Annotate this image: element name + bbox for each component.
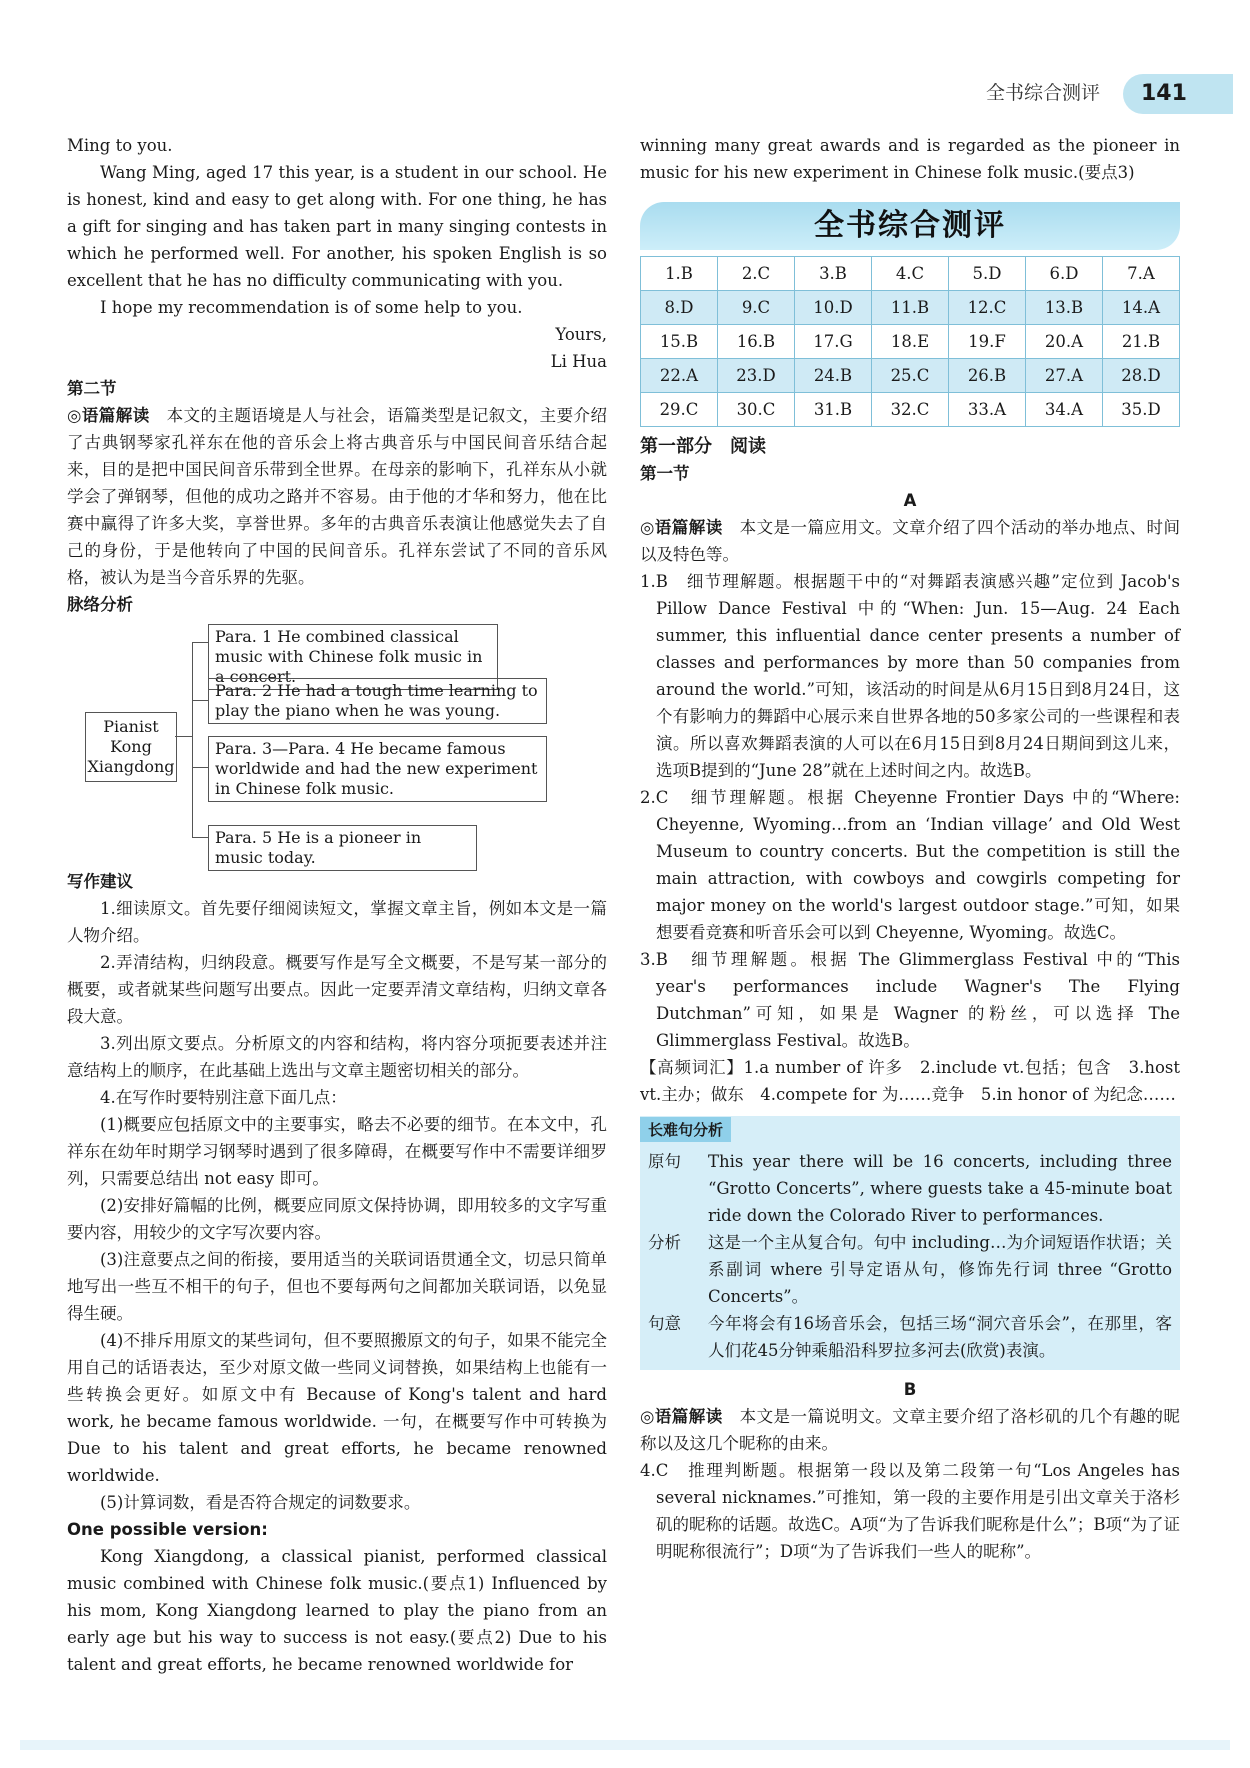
tip-1: 1.细读原文。首先要仔细阅读短文，掌握文章主旨，例如本文是一篇人物介绍。	[67, 899, 607, 945]
discourse-label-b: ◎语篇解读	[640, 1407, 723, 1426]
passage-b-label: B	[903, 1380, 917, 1399]
answer-1: 1.B 细节理解题。根据题干中的“对舞蹈表演感兴趣”定位到 Jacob's Pillow Dance Festival 中的“When: Jun. 15—Aug. 24 Each summer, this influential dance center presents a number of classes and performances by more than 50 companies from around the world.”可知，该活动的时间是从6月15日到8月24日，这个有影响力的舞蹈中心展示来自世界各地的50多家公司的一些课程和表演。所以喜欢舞蹈表演的人可以在6月15日到8月24日期间到这儿来，选项B提到的“June 28”就在上述时间之内。故选B。	[640, 572, 1180, 780]
discourse-text: 本文的主题语境是人与社会，语篇类型是记叙文，主要介绍了古典钢琴家孔祥东在他的音乐会上将古典音乐与中国民间音乐结合起来，目的是把中国民间音乐带到全世界。在母亲的影响下，孔祥东从小就学会了弹钢琴，但他的成功之路并不容易。由于他的才华和努力，他在比赛中赢得了许多大奖，享誉世界。多年的古典音乐表演让他感觉失去了自己的身份，于是他转向了中国的民间音乐。孔祥东尝试了不同的音乐风格，被认为是当今音乐界的先驱。	[67, 406, 608, 587]
answer-cell: 14.A	[1103, 291, 1180, 325]
answer-cell: 11.B	[872, 291, 949, 325]
answer-cell: 19.F	[949, 325, 1026, 359]
long-sentence-box	[640, 1116, 1180, 1370]
tip-4-3: (3)注意要点之间的衔接，要用适当的关联词语贯通全文，切忌只简单地写出一些互不相干的句子，但也不要每两句之间都加关联词语，以免显得生硬。	[67, 1250, 607, 1323]
passage-a-label: A	[903, 491, 917, 510]
test-banner: 全书综合测评	[640, 202, 1180, 250]
answer-cell: 34.A	[1026, 393, 1103, 427]
answer-cell: 21.B	[1103, 325, 1180, 359]
tip-3: 3.列出原文要点。分析原文的内容和结构，将内容分项扼要表述并注意结构上的顺序，在此基础上选出与文章主题密切相关的部分。	[67, 1034, 607, 1080]
map-para-2: Para. 2 He had a tough time learning to play the piano when he was young.	[208, 678, 547, 724]
answer-cell: 5.D	[949, 257, 1026, 291]
tip-4-5: (5)计算词数，看是否符合规定的词数要求。	[100, 1493, 421, 1512]
answer-cell: 4.C	[872, 257, 949, 291]
letter-line: Ming to you.	[67, 136, 173, 155]
box-original: This year there will be 16 concerts, including three “Grotto Concerts”, where guests take a 45-minute boat ride down the Colorado River to performances.	[708, 1152, 1172, 1225]
possible-version-label: One possible version:	[67, 1520, 268, 1539]
answer-cell: 6.D	[1026, 257, 1103, 291]
discourse-text-a: 本文是一篇应用文。文章介绍了四个活动的举办地点、时间以及特色等。	[640, 518, 1181, 564]
answer-cell: 35.D	[1103, 393, 1180, 427]
possible-version-text: Kong Xiangdong, a classical pianist, performed classical music combined with Chinese folk music.(要点1) Influenced by his mom, Kong Xiangdong learned to play the piano from an early age but his way to success is not easy.(要点2) Due to his talent and great efforts, he became renowned worldwide for	[67, 1547, 607, 1674]
tip-4: 4.在写作时要特别注意下面几点：	[100, 1088, 347, 1107]
map-root: Pianist Kong Xiangdong	[85, 712, 177, 782]
discourse-label-a: ◎语篇解读	[640, 518, 723, 537]
answer-cell: 17.G	[795, 325, 872, 359]
structure-map	[67, 624, 607, 867]
table-row	[641, 359, 1180, 393]
writing-tips-heading: 写作建议	[67, 872, 133, 891]
footer-bar	[20, 1740, 1230, 1750]
structure-heading: 脉络分析	[67, 595, 133, 614]
section-1-heading: 第一节	[640, 464, 690, 483]
answer-cell: 31.B	[795, 393, 872, 427]
table-row	[641, 257, 1180, 291]
answer-cell: 15.B	[641, 325, 718, 359]
tip-4-2: (2)安排好篇幅的比例，概要应同原文保持协调，即用较多的文字写重要内容，用较少的文字写次要内容。	[67, 1196, 607, 1242]
section-2-heading: 第二节	[67, 379, 117, 398]
tip-4-4: (4)不排斥用原文的某些词句，但不要照搬原文的句子，如果不能完全用自己的话语表达，至少对原文做一些同义词替换，如果结构上也能有一些转换会更好。如原文中有 Because of Kong's talent and hard work, he became famous worldwide. 一句，在概要写作中可转换为 Due to his talent and great efforts, he became renowned worldwide.	[67, 1331, 607, 1485]
answer-cell: 20.A	[1026, 325, 1103, 359]
answer-cell: 16.B	[718, 325, 795, 359]
answer-cell: 3.B	[795, 257, 872, 291]
answer-table	[640, 256, 1180, 427]
answer-2: 2.C 细节理解题。根据 Cheyenne Frontier Days 中的“Where: Cheyenne, Wyoming…from an ‘Indian village’ and Old West Museum to country concerts. But the competition is still the main attraction, with cowboys and cowgirls competing for major money on the world's largest outdoor stage.”可知，如果想要看竞赛和听音乐会可以到 Cheyenne, Wyoming。故选C。	[640, 788, 1180, 942]
answer-cell: 13.B	[1026, 291, 1103, 325]
box-key-meaning: 句意	[648, 1314, 681, 1333]
box-key-analysis: 分析	[648, 1233, 681, 1252]
answer-3: 3.B 细节理解题。根据 The Glimmerglass Festival 中的“This year's performances include Wagner's The Flying Dutchman”可知，如果是 Wagner 的粉丝，可以选择 The Glimmerglass Festival。故选B。	[640, 950, 1180, 1050]
left-column	[67, 132, 607, 1678]
discourse-text-b: 本文是一篇说明文。文章主要介绍了洛杉矶的几个有趣的昵称以及这几个昵称的由来。	[640, 1407, 1181, 1453]
answer-cell: 29.C	[641, 393, 718, 427]
discourse-label: ◎语篇解读	[67, 406, 150, 425]
answer-cell: 7.A	[1103, 257, 1180, 291]
answer-cell: 32.C	[872, 393, 949, 427]
box-title: 长难句分析	[640, 1117, 731, 1142]
answer-cell: 28.D	[1103, 359, 1180, 393]
answer-cell: 12.C	[949, 291, 1026, 325]
table-row	[641, 291, 1180, 325]
answer-cell: 18.E	[872, 325, 949, 359]
map-para-3-4: Para. 3—Para. 4 He became famous worldwide and had the new experiment in Chinese folk music.	[208, 736, 547, 802]
answer-cell: 33.A	[949, 393, 1026, 427]
possible-version-cont: winning many great awards and is regarded as the pioneer in music for his new experiment in Chinese folk music.(要点3)	[640, 136, 1180, 182]
answer-4: 4.C 推理判断题。根据第一段以及第二段第一句“Los Angeles has several nicknames.”可推知，第一段的主要作用是引出文章关于洛杉矶的昵称的话题。故选C。A项“为了告诉我们昵称是什么”；B项“为了证明昵称很流行”；D项“为了告诉我们一些人的昵称”。	[640, 1461, 1180, 1561]
answer-cell: 23.D	[718, 359, 795, 393]
answer-cell: 10.D	[795, 291, 872, 325]
page-number: 141	[1123, 74, 1233, 114]
map-para-1: Para. 1 He combined classical music with Chinese folk music in a concert.	[208, 624, 498, 690]
answer-cell: 2.C	[718, 257, 795, 291]
answer-cell: 25.C	[872, 359, 949, 393]
box-analysis: 这是一个主从复合句。句中 including…为介词短语作状语；关系副词 where 引导定语从句，修饰先行词 three “Grotto Concerts”。	[708, 1233, 1172, 1306]
letter-closing: I hope my recommendation is of some help to you.	[100, 298, 523, 317]
answer-cell: 24.B	[795, 359, 872, 393]
vocab-list: 【高频词汇】1.a number of 许多 2.include vt.包括；包含 3.host vt.主办；做东 4.compete for 为……竞争 5.in honor of 为纪念……	[640, 1058, 1180, 1104]
answer-cell: 9.C	[718, 291, 795, 325]
signature-name: Li Hua	[550, 352, 607, 371]
answer-cell: 8.D	[641, 291, 718, 325]
part-1-heading: 第一部分 阅读	[640, 436, 766, 457]
answer-cell: 26.B	[949, 359, 1026, 393]
header-title: 全书综合测评	[985, 82, 1100, 104]
answer-cell: 22.A	[641, 359, 718, 393]
letter-paragraph: Wang Ming, aged 17 this year, is a student in our school. He is honest, kind and easy to get along with. For one thing, he has a gift for singing and has taken part in many singing contests in which he performed well. For another, his spoken English is so excellent that he has no difficulty communicating with you.	[67, 163, 607, 290]
answer-cell: 1.B	[641, 257, 718, 291]
right-column	[640, 132, 1180, 1565]
table-row	[641, 325, 1180, 359]
box-meaning: 今年将会有16场音乐会，包括三场“洞穴音乐会”，在那里，客人们花45分钟乘船沿科罗拉多河去(欣赏)表演。	[708, 1314, 1172, 1360]
answer-cell: 30.C	[718, 393, 795, 427]
map-para-5: Para. 5 He is a pioneer in music today.	[208, 825, 477, 871]
table-row	[641, 393, 1180, 427]
tip-4-1: (1)概要应包括原文中的主要事实，略去不必要的细节。在本文中，孔祥东在幼年时期学习钢琴时遇到了很多障碍，在概要写作中不需要详细罗列，只需要总结出 not easy 即可。	[67, 1115, 607, 1188]
box-key-original: 原句	[648, 1152, 681, 1171]
answer-cell: 27.A	[1026, 359, 1103, 393]
signature-yours: Yours,	[555, 325, 607, 344]
tip-2: 2.弄清结构，归纳段意。概要写作是写全文概要，不是写某一部分的概要，或者就某些问题写出要点。因此一定要弄清文章结构，归纳文章各段大意。	[67, 953, 607, 1026]
